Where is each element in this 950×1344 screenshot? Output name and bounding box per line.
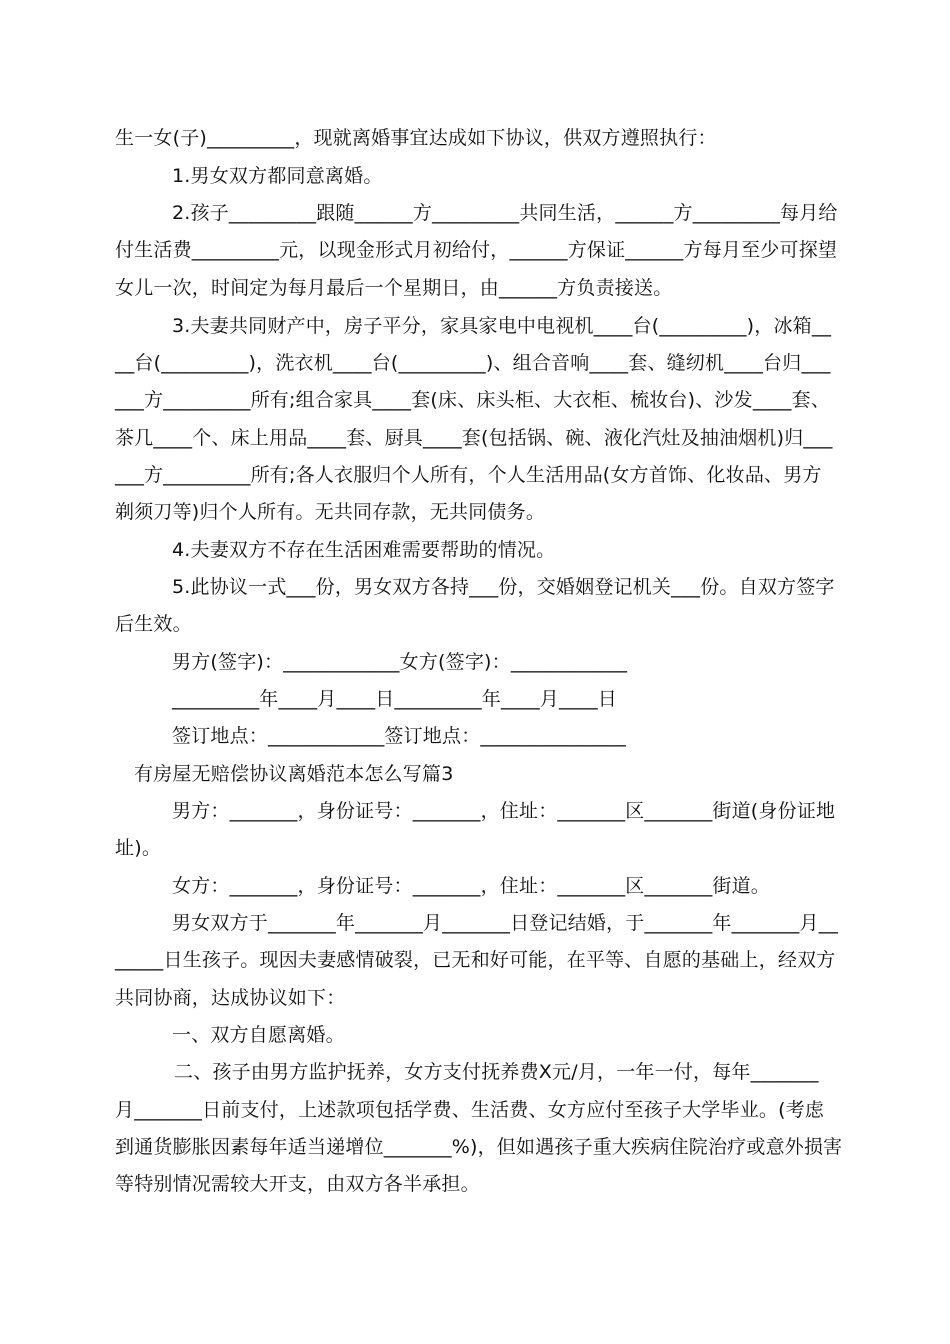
text-line: __台(_________)，洗衣机____台(_________)、组合音响____套、缝纫机____台归___ <box>115 352 831 374</box>
text-line: 等特别情况需较大开支，由双方各半承担。 <box>115 1173 480 1195</box>
text-line: 付生活费_________元，以现金形式月初给付，______方保证______方每月至少可探望 <box>115 239 838 261</box>
text-line: 茶几____个、床上用品____套、厨具____套(包括锅、碗、液化汽灶及抽油烟机)归___ <box>115 427 833 449</box>
text-line: 2.孩子_________跟随______方_________共同生活，______方_________每月给 <box>172 202 838 224</box>
text-line: 一、双方自愿离婚。 <box>172 1024 345 1046</box>
text-line: ___方_________所有;各人衣服归个人所有，个人生活用品(女方首饰、化妆品、男方 <box>115 464 822 486</box>
section-heading: 有房屋无赔偿协议离婚范本怎么写篇3 <box>134 763 454 785</box>
text-line: 1.男女双方都同意离婚。 <box>172 165 383 187</box>
text-line: 到通货膨胀因素每年适当递增位_______%)，但如遇孩子重大疾病住院治疗或意外损害 <box>115 1136 843 1158</box>
signature-line: 男方(签字)：____________女方(签字)：____________ <box>172 651 628 673</box>
text-line: 生一女(子)_________，现就离婚事宜达成如下协议，供双方遵照执行： <box>115 127 717 149</box>
text-line: 女方：_______，身份证号：_______，住址：_______区_______街道。 <box>172 875 771 897</box>
text-line: 男女双方于_______年_______月_______日登记结婚，于_______年_______月__ <box>172 912 839 934</box>
location-line: 签订地点：____________签订地点：_______________ <box>172 725 626 747</box>
date-line: _________年____月____日_________年____月____日 <box>172 688 618 710</box>
text-line: 男方：_______，身份证号：_______，住址：_______区_______街道(身份证地 <box>172 800 836 822</box>
text-line: 3.夫妻共同财产中，房子平分，家具家电中电视机____台(_________)，冰箱__ <box>172 315 832 337</box>
text-line: 月_______日前支付，上述款项包括学费、生活费、女方应付至孩子大学毕业。(考虑 <box>115 1099 825 1121</box>
text-line: 剃须刀等)归个人所有。无共同存款，无共同债务。 <box>115 501 546 523</box>
text-line: 4.夫妻双方不存在生活困难需要帮助的情况。 <box>172 539 556 561</box>
text-line: _____日生孩子。现因夫妻感情破裂，已无和好可能，在平等、自愿的基础上，经双方 <box>115 949 836 971</box>
text-line: 5.此协议一式___份，男女双方各持___份，交婚姻登记机关___份。自双方签字 <box>172 576 835 598</box>
text-line: 后生效。 <box>115 613 192 635</box>
text-line: ___方_________所有;组合家具____套(床、床头柜、大衣柜、梳妆台)、沙发____套、 <box>115 389 831 411</box>
text-line: 共同协商，达成协议如下： <box>115 987 346 1009</box>
text-line: 女儿一次，时间定为每月最后一个星期日，由______方负责接送。 <box>115 277 673 299</box>
text-line: 址)。 <box>115 837 162 859</box>
text-line: 二、孩子由男方监护抚养，女方支付抚养费X元/月，一年一付，每年_______ <box>174 1061 819 1083</box>
